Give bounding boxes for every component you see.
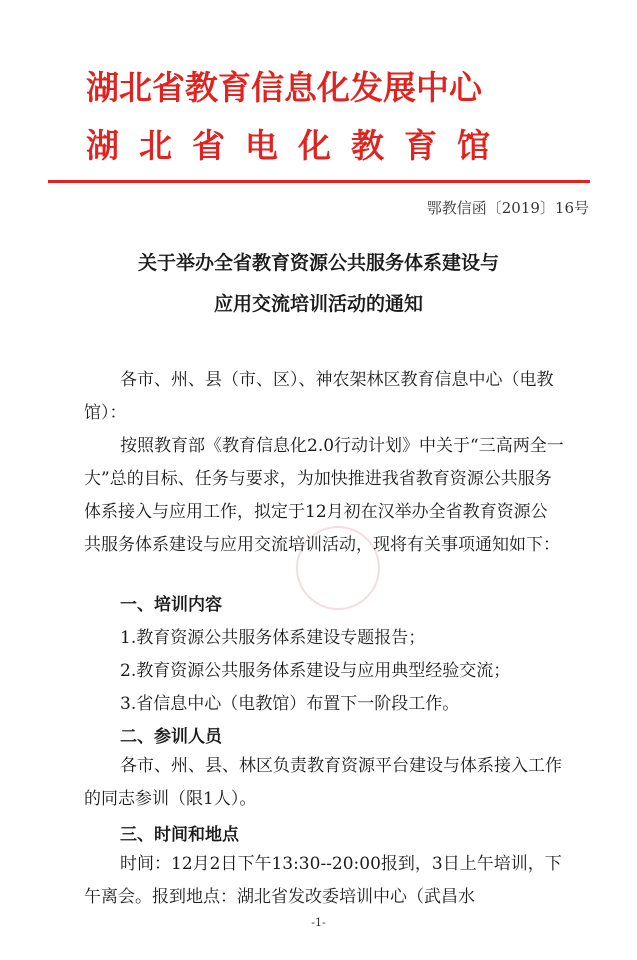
section-1-item: 2.教育资源公共服务体系建设与应用典型经验交流； — [120, 661, 511, 681]
title-line-2: 应用交流培训活动的通知 — [213, 293, 423, 315]
header-org-1: 湖北省教育信息化发展中心 — [86, 68, 482, 107]
section-1-item: 1.教育资源公共服务体系建设专题报告； — [120, 628, 426, 648]
header-red-rule — [48, 180, 590, 183]
section-1-heading: 一、培训内容 — [120, 595, 222, 615]
document-number: 鄂教信函〔2019〕16号 — [426, 199, 589, 217]
section-3-text: 时间：12月2日下午13:30--20:00报到，3日上午培训，下午离会。报到地点：湖北省发改委培训中心（武昌水 — [84, 854, 562, 907]
page-number: -1- — [311, 916, 326, 929]
section-2-text: 各市、州、县、林区负责教育资源平台建设与体系接入工作的同志参训（限1人）。 — [84, 756, 562, 809]
title-line-1: 关于举办全省教育资源公共服务体系建设与 — [137, 252, 499, 274]
header-org-2: 湖北省电化教育馆 — [86, 126, 510, 165]
section-1-item: 3.省信息中心（电教馆）布置下一阶段工作。 — [120, 694, 460, 714]
section-2-heading: 二、参训人员 — [120, 727, 222, 747]
salutation: 各市、州、县（市、区）、神农架林区教育信息中心（电教馆）： — [84, 370, 554, 423]
section-3-heading: 三、时间和地点 — [120, 825, 239, 845]
intro-paragraph: 按照教育部《教育信息化2.0行动计划》中关于“三高两全一大”总的目标、任务与要求，为加快推进我省教育资源公共服务体系接入与应用工作，拟定于12月初在汉举办全省教育资源公共服务体系建设与应用交流培训活动，现将有关事项通知如下： — [84, 436, 564, 555]
